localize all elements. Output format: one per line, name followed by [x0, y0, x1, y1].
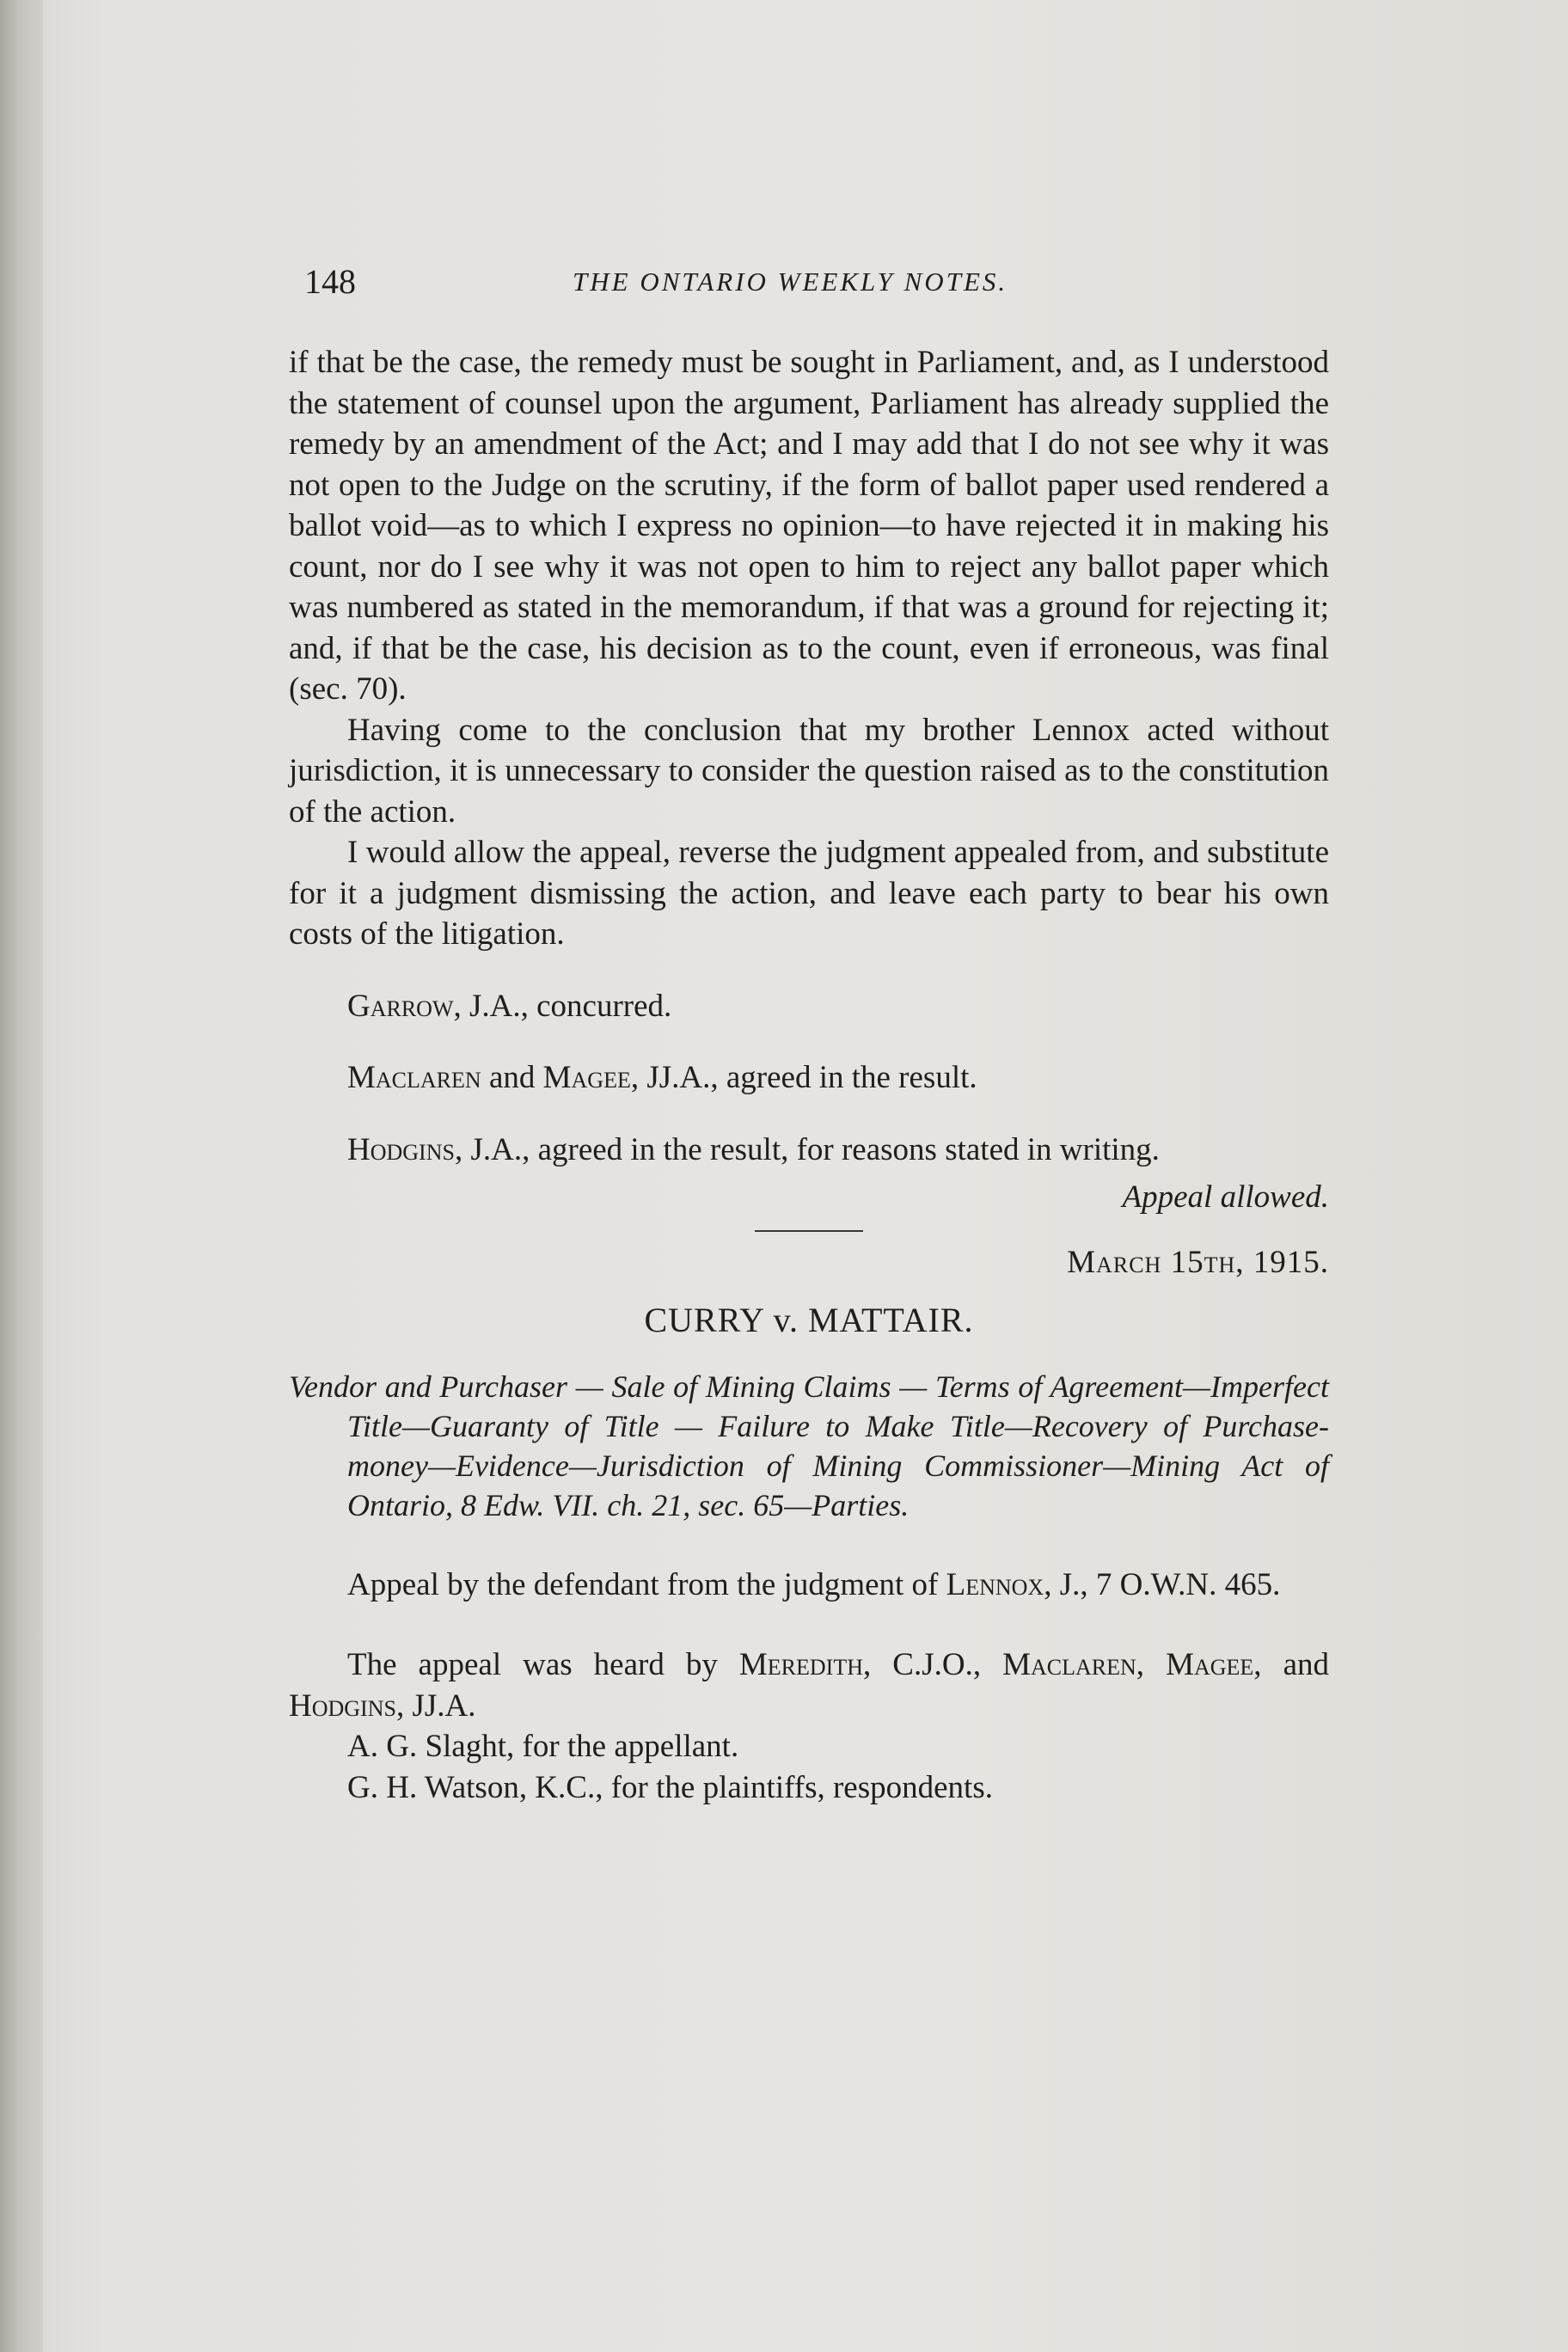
concurrence-garrow: Garrow, J.A., concurred.	[347, 988, 672, 1024]
paragraph-order: I would allow the appeal, reverse the judgment appealed from, and substitute for it a judgment dismissing the action, and leave each party to bear his own costs of the litigation.	[289, 835, 1329, 952]
judge-name: Lennox	[946, 1566, 1044, 1602]
paragraph-conclusion: Having come to the conclusion that my brother Lennox acted without jurisdiction, it is unnecessary to consider the question raised as to the constitution of the action.	[289, 712, 1329, 830]
running-header	[289, 258, 1329, 309]
case-title: CURRY v. MATTAIR.	[644, 1301, 974, 1339]
judge-name: Magee	[542, 1060, 631, 1095]
paragraph-continuation: if that be the case, the remedy must be sought in Parliament, and, as I understood the statement of counsel upon the argument, Parliament has already supplied the remedy by an amendment of the Act; and I may add that I do not see why it was not open to the Judge on the scrutiny, if the form of ballot paper used rendered a ballot void—as to which I express no opinion—to have rejected it in making his count, nor do I see why it was not open to him to reject any ballot paper which was numbered as stated in the memorandum, if that was a ground for rejecting it; and, if that be the case, his decision as to the count, even if erroneous, was final (sec. 70).	[289, 345, 1329, 707]
book-binding-edge	[0, 0, 43, 2352]
concurrence-hodgins: Hodgins, J.A., agreed in the result, for reasons stated in writing.	[347, 1131, 1160, 1167]
appeal-statement: Appeal by the defendant from the judgment of Lennox, J., 7 O.W.N. 465.	[347, 1566, 1281, 1602]
decision-date: March 15th, 1915.	[1067, 1244, 1329, 1280]
judge-name: Maclaren	[1002, 1647, 1136, 1682]
judge-name: Hodgins	[347, 1131, 455, 1167]
headnote: Vendor and Purchaser — Sale of Mining Claims — Terms of Agreement—Imperfect Title—Guaranty of Title — Failure to Make Title—Recovery of Purchase-money—Evidence—Jurisdiction of Mining Commissioner—Mining Act of Ontario, 8 Edw. VII. ch. 21, sec. 65—Parties.	[289, 1369, 1329, 1522]
judge-name: Magee	[1166, 1647, 1254, 1682]
section-divider	[755, 1230, 863, 1232]
concurrence-maclaren-magee: Maclaren and Magee, JJ.A., agreed in the result.	[347, 1060, 977, 1095]
heard-by: The appeal was heard by Meredith, C.J.O., Maclaren, Magee, and Hodgins, JJ.A.	[289, 1647, 1329, 1724]
counsel-respondents: G. H. Watson, K.C., for the plaintiffs, respondents.	[347, 1769, 993, 1805]
judge-name: Hodgins	[289, 1687, 396, 1724]
page-body	[289, 342, 1329, 1808]
judge-name: Maclaren	[347, 1060, 481, 1095]
counsel-appellant: A. G. Slaght, for the appellant.	[347, 1729, 739, 1764]
page-number: 148	[304, 262, 356, 301]
judge-name: Meredith	[738, 1647, 864, 1682]
running-title: THE ONTARIO WEEKLY NOTES.	[573, 266, 1008, 297]
disposition: Appeal allowed.	[1122, 1179, 1329, 1215]
judge-name: Garrow	[347, 988, 454, 1024]
